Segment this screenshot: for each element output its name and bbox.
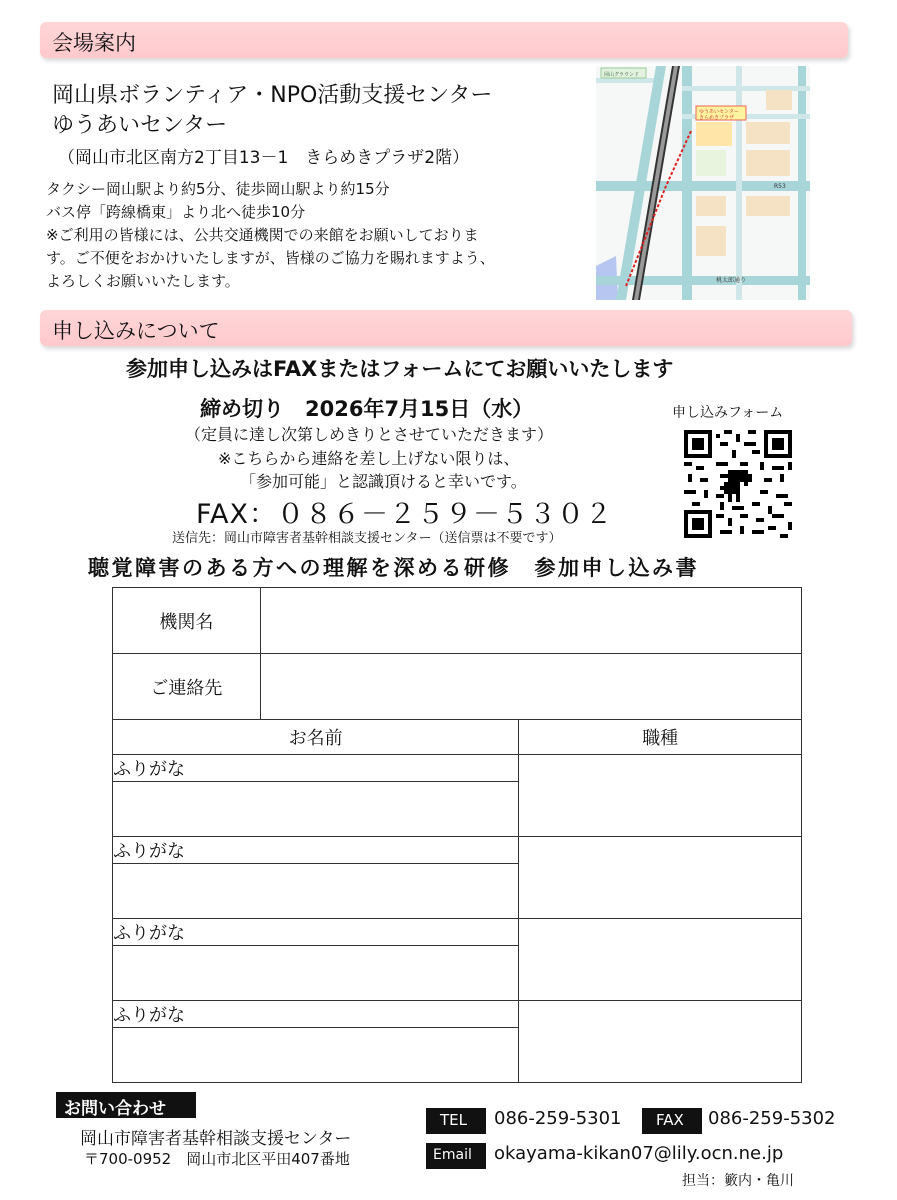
tel-label: TEL: [426, 1108, 486, 1134]
venue-header-text: 会場案内: [52, 31, 136, 55]
venue-map: [596, 66, 810, 300]
application-section-header: [40, 310, 852, 346]
fax-label: FAX: [642, 1108, 702, 1134]
venue-address: （岡山市北区南方2丁目13－1 きらめきプラザ2階）: [58, 148, 470, 168]
job-header: 職種: [642, 728, 679, 749]
name-field-3[interactable]: [113, 946, 519, 1001]
application-form-qr-code[interactable]: [684, 430, 792, 538]
name-header: お名前: [288, 728, 343, 749]
access-line-3: ※ご利用の皆様には、公共交通機関での来館をお願いしておりま: [46, 226, 479, 244]
org-label: 機関名: [159, 611, 214, 633]
contact-input-field[interactable]: [260, 654, 801, 720]
capacity-note: （定員に達し次第しめきりとさせていただきます）: [185, 425, 554, 444]
staff-names: 担当：籔内・亀川: [682, 1173, 794, 1189]
contact-note-2: 「参加可能」と認識頂けると幸いです。: [240, 472, 527, 491]
name-field-4[interactable]: [113, 1028, 519, 1083]
furigana-field-4[interactable]: ふりがな: [113, 1001, 519, 1028]
email-address[interactable]: okayama-kikan07@lily.ocn.ne.jp: [494, 1143, 784, 1164]
name-field-2[interactable]: [113, 864, 519, 919]
contact-note-1: ※こちらから連絡を差し上げない限りは、: [218, 449, 520, 468]
job-field-2[interactable]: [519, 837, 802, 919]
send-to: 送信先：岡山市障害者基幹相談支援センター（送信票は不要です）: [172, 531, 562, 546]
application-form-table: [112, 587, 802, 1083]
org-input-field[interactable]: [260, 588, 801, 654]
access-line-5: よろしくお願いいたします。: [46, 272, 240, 290]
contact-label-cell: [113, 654, 261, 720]
venue-section-header: [40, 22, 848, 58]
fax-number: FAX：０８６－２５９－５３０２: [196, 499, 614, 530]
furigana-field-2[interactable]: ふりがな: [113, 837, 519, 864]
job-header-cell: [519, 720, 802, 755]
job-field-4[interactable]: [519, 1001, 802, 1083]
email-label: Email: [426, 1143, 486, 1169]
furigana-field-3[interactable]: ふりがな: [113, 919, 519, 946]
job-field-3[interactable]: [519, 919, 802, 1001]
map-label-venue: ゆうあいセンター: [699, 109, 739, 115]
name-field-1[interactable]: [113, 782, 519, 837]
venue-name-line1: 岡山県ボランティア・NPO活動支援センター: [52, 83, 493, 108]
map-label-plaza: きらめきプラザ: [699, 115, 735, 121]
map-label-momotaro: 桃太郎通り: [716, 277, 747, 284]
furigana-field-1[interactable]: ふりがな: [113, 755, 519, 782]
access-line-1: タクシー岡山駅より約5分、徒歩岡山駅より約15分: [46, 180, 390, 198]
map-label-r53: R53: [774, 183, 786, 190]
tel-number: 086-259-5301: [494, 1108, 622, 1129]
access-line-4: す。ご不便をおかけいたしますが、皆様のご協力を賜れますよう、: [46, 249, 495, 267]
qr-label: 申し込みフォーム: [672, 405, 784, 421]
inquiry-label: お問い合わせ: [56, 1092, 196, 1118]
inquiry-org: 岡山市障害者基幹相談支援センター: [80, 1129, 352, 1149]
application-header-text: 申し込みについて: [52, 319, 220, 343]
name-header-cell: [113, 720, 519, 755]
venue-name-line2: ゆうあいセンター: [52, 113, 228, 138]
org-label-cell: [113, 588, 261, 654]
inquiry-address: 〒700-0952 岡山市北区平田407番地: [84, 1150, 350, 1168]
access-line-2: バス停「跨線橋東」より北へ徒歩10分: [46, 203, 306, 221]
map-label-ground: 岡山グラウンド: [604, 72, 640, 78]
application-main: 参加申し込みはFAXまたはフォームにてお願いいたします: [126, 357, 674, 381]
deadline: 締め切り 2026年7月15日（水）: [200, 397, 534, 421]
job-field-1[interactable]: [519, 755, 802, 837]
fax-number-footer: 086-259-5302: [708, 1108, 836, 1129]
form-title: 聴覚障害のある方への理解を深める研修 参加申し込み書: [88, 556, 699, 580]
contact-label: ご連絡先: [150, 677, 223, 699]
